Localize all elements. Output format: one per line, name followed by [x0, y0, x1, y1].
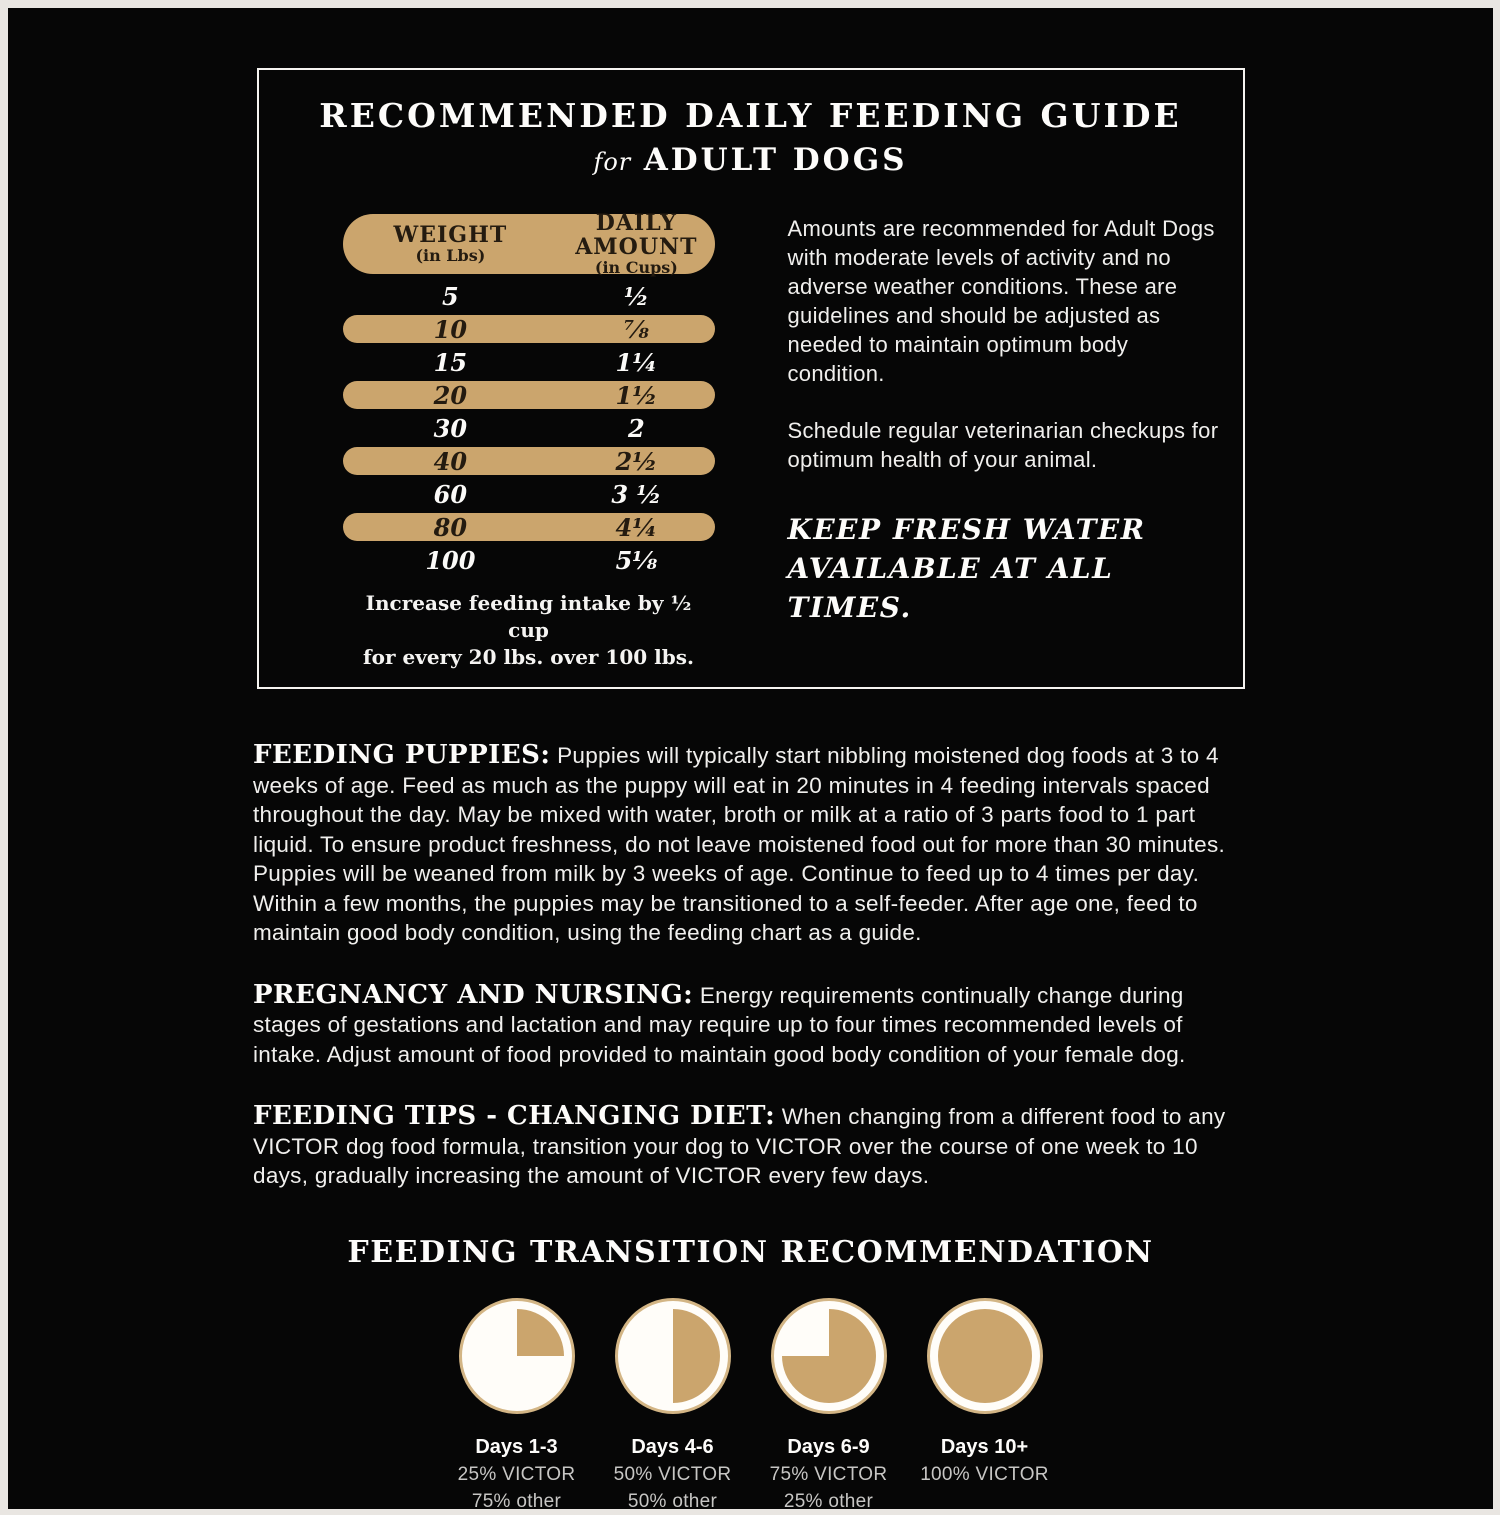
- transition-pie-chart: [771, 1298, 887, 1414]
- pregnancy-nursing-section: [253, 981, 1248, 1070]
- weight-value: 60: [433, 479, 468, 509]
- feeding-table-rows: [343, 282, 715, 574]
- fresh-water-notice: KEEP FRESH WATER AVAILABLE AT ALL TIMES.: [787, 513, 1146, 624]
- phase-victor-percent: 25% VICTOR: [457, 1463, 576, 1485]
- pie-victor-slice: [938, 1309, 1032, 1403]
- guide-subtitle-for: for: [593, 148, 632, 176]
- info-sections: [253, 741, 1248, 1191]
- phase-victor-percent: 50% VICTOR: [613, 1463, 732, 1485]
- amount-value: 1½: [615, 380, 658, 410]
- feeding-tips-section: [253, 1102, 1248, 1191]
- feeding-tips-body: When changing from a different food to any VICTOR dog food formula, transition your dog to VICTOR over the course of one week to 10 days, gradually increasing the amount of VICTOR every few days.: [253, 1104, 1226, 1188]
- table-row: [343, 282, 715, 310]
- transition-heading: FEEDING TRANSITION RECOMMENDATION: [347, 1234, 1154, 1270]
- phase-other-percent: 25% other: [783, 1490, 874, 1512]
- transition-phase: [598, 1298, 748, 1515]
- amount-value: ⅞: [623, 314, 649, 344]
- transition-phase: [754, 1298, 904, 1515]
- feeding-tips-heading: FEEDING TIPS - CHANGING DIET:: [253, 1101, 776, 1131]
- label-background: [8, 8, 1493, 1512]
- amount-value: 2½: [615, 446, 658, 476]
- amount-value: 3 ½: [611, 479, 662, 509]
- pie-victor-slice: [782, 1309, 876, 1403]
- phase-labels: [598, 1434, 748, 1515]
- veterinarian-paragraph: Schedule regular veterinarian checkups for optimum health of your animal.: [787, 418, 1219, 472]
- guide-subtitle: [279, 142, 1223, 178]
- feeding-puppies-heading: FEEDING PUPPIES:: [253, 740, 551, 770]
- feeding-puppies-body: Puppies will typically start nibbling moistened dog foods at 3 to 4 weeks of age. Feed as much as the puppy will eat in 20 minutes in 4 feeding intervals spaced throughout the day. May be mixed with water, broth or milk at a ratio of 3 parts food to 1 part liquid. To ensure product freshness, do not leave moistened food out for more than 30 minutes. Puppies will be weaned from milk by 3 weeks of age. Continue to feed up to 4 times per day. Within a few months, the puppies may be transitioned to a self-feeder. After age one, feed to maintain good body condition, using the feeding chart as a guide.: [253, 743, 1226, 945]
- footnote-line1: Increase feeding intake by ½ cup: [365, 591, 692, 642]
- amount-value: 1¼: [615, 347, 658, 377]
- weight-value: 15: [433, 347, 468, 377]
- feeding-guide-box: [257, 68, 1245, 689]
- table-row: [343, 546, 715, 574]
- amount-column-header: [558, 211, 714, 277]
- guide-title-block: [279, 96, 1223, 178]
- weight-value: 80: [433, 512, 468, 542]
- amount-value: ½: [623, 281, 649, 311]
- weight-header-label: WEIGHT: [393, 222, 508, 248]
- feeding-puppies-section: [253, 741, 1248, 948]
- table-row: [343, 447, 715, 475]
- amount-header-unit: (in Cups): [594, 258, 678, 277]
- transition-phases: [8, 1298, 1493, 1515]
- table-row: [343, 513, 715, 541]
- weight-value: 40: [433, 446, 468, 476]
- guide-columns: [279, 210, 1223, 671]
- amount-value: 4¼: [615, 512, 658, 542]
- phase-other-percent: 50% other: [627, 1490, 718, 1512]
- pregnancy-nursing-heading: PREGNANCY AND NURSING:: [253, 979, 694, 1010]
- table-row: [343, 348, 715, 376]
- transition-phase: [910, 1298, 1060, 1515]
- phase-labels: [442, 1434, 592, 1515]
- weight-value: 5: [442, 281, 459, 311]
- weight-column-header: [343, 223, 559, 265]
- feeding-transition-block: [8, 1235, 1493, 1515]
- weight-value: 10: [433, 314, 468, 344]
- phase-days-label: Days 10+: [940, 1435, 1029, 1458]
- feeding-table: [343, 210, 715, 671]
- transition-pie-chart: [459, 1298, 575, 1414]
- table-row: [343, 315, 715, 343]
- phase-victor-percent: 100% VICTOR: [920, 1463, 1049, 1485]
- transition-pie-chart: [927, 1298, 1043, 1414]
- transition-pie-chart: [615, 1298, 731, 1414]
- table-row: [343, 480, 715, 508]
- phase-labels: [910, 1434, 1060, 1488]
- phase-days-label: Days 4-6: [631, 1435, 714, 1458]
- table-row: [343, 414, 715, 442]
- footnote-line2: for every 20 lbs. over 100 lbs.: [363, 645, 694, 669]
- guide-title: RECOMMENDED DAILY FEEDING GUIDE: [319, 96, 1182, 135]
- weight-value: 30: [433, 413, 468, 443]
- weight-value: 100: [425, 545, 476, 575]
- phase-victor-percent: 75% VICTOR: [769, 1463, 888, 1485]
- amount-header-label: DAILY AMOUNT: [575, 210, 698, 260]
- phase-labels: [754, 1434, 904, 1515]
- pregnancy-nursing-body: Energy requirements continually change during stages of gestations and lactation and may require up to four times recommended levels of intake. Adjust amount of food provided to maintain good body condition of your female dog.: [253, 982, 1186, 1067]
- phase-days-label: Days 1-3: [475, 1435, 558, 1458]
- amounts-paragraph: Amounts are recommended for Adult Dogs with moderate levels of activity and no adverse weather conditions. These are guidelines and should be adjusted as needed to maintain optimum body condition.: [787, 216, 1215, 386]
- phase-days-label: Days 6-9: [787, 1435, 870, 1458]
- weight-header-unit: (in Lbs): [415, 246, 486, 265]
- amount-value: 2: [628, 413, 645, 443]
- transition-phase: [442, 1298, 592, 1515]
- weight-value: 20: [433, 380, 468, 410]
- pie-victor-slice: [626, 1309, 720, 1403]
- amount-value: 5⅛: [615, 545, 658, 575]
- phase-other-percent: 75% other: [471, 1490, 562, 1512]
- pie-victor-slice: [470, 1309, 564, 1403]
- guide-subtitle-main: ADULT DOGS: [643, 142, 908, 178]
- table-row: [343, 381, 715, 409]
- table-footnote: [343, 590, 715, 671]
- guide-notes-column: [788, 214, 1228, 671]
- table-header-row: [343, 210, 715, 277]
